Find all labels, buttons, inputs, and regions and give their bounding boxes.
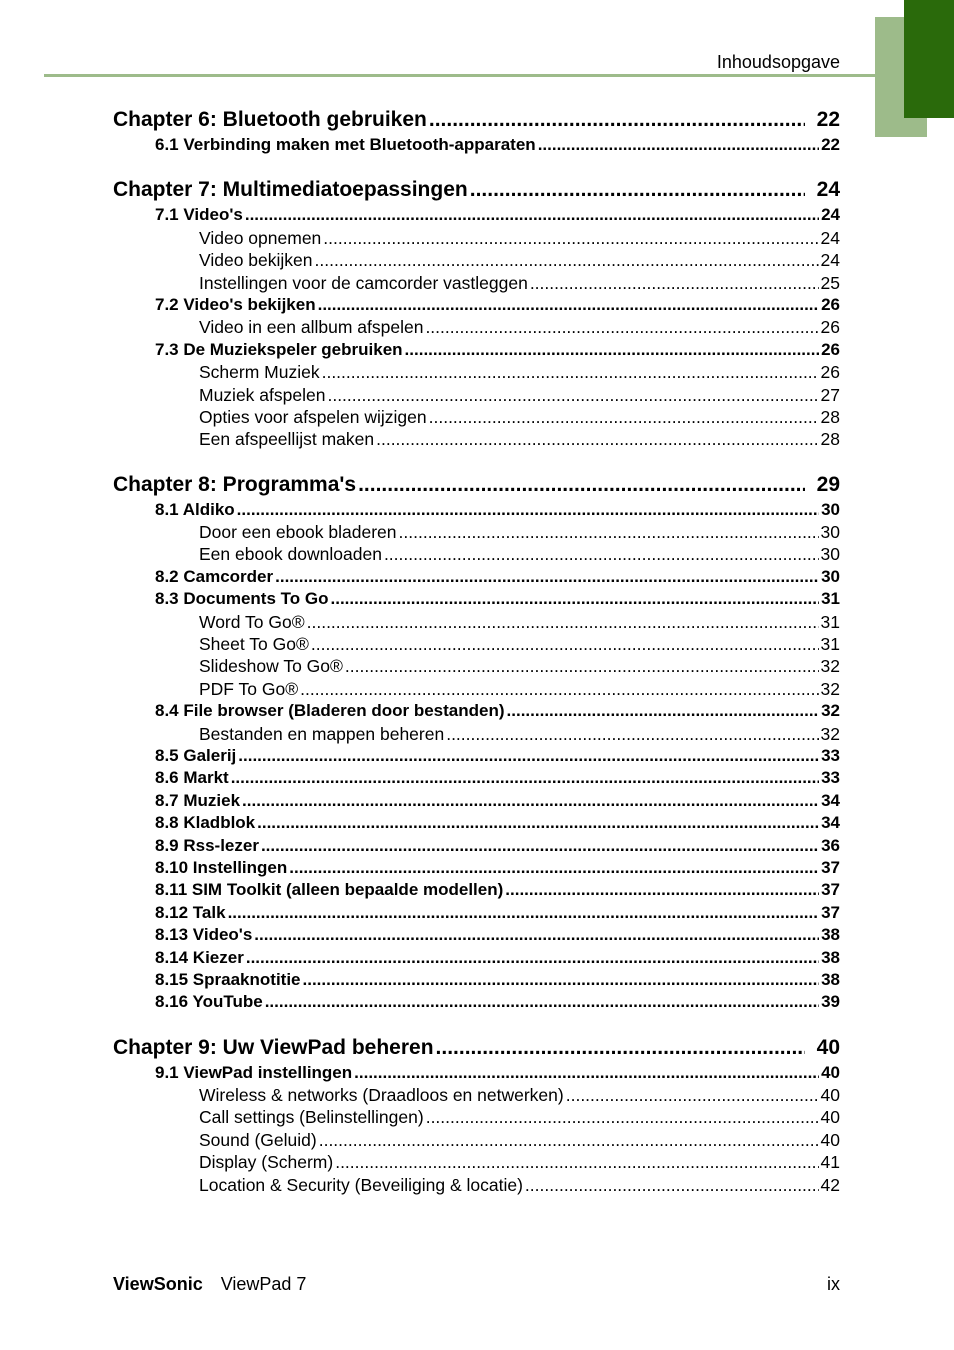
toc-leader-dots <box>237 499 819 521</box>
toc-entry-label: 8.15 Spraaknotitie <box>155 969 301 989</box>
toc-entry-label: 8.3 Documents To Go <box>155 589 329 609</box>
toc-entry-page: 37 <box>821 902 840 922</box>
toc-entry-label: Slideshow To Go® <box>199 656 343 677</box>
toc-entry-page: 24 <box>821 205 840 225</box>
toc-leader-dots <box>507 700 820 722</box>
toc-leader-dots <box>261 835 819 857</box>
toc-entry-page: 24 <box>820 227 840 248</box>
toc-entry-sub[interactable] <box>113 227 840 249</box>
toc-entry-label: Wireless & networks (Draadloos en netwerken) <box>199 1085 564 1106</box>
toc-entry-label: PDF To Go® <box>199 678 299 699</box>
toc-leader-dots <box>319 1129 819 1151</box>
page-footer <box>113 1274 840 1295</box>
toc-entry-section[interactable] <box>113 969 840 991</box>
toc-entry-page: 38 <box>821 925 840 945</box>
toc-entry-label: Display (Scherm) <box>199 1152 334 1173</box>
toc-entry-page: 26 <box>821 294 840 314</box>
toc-entry-chapter[interactable] <box>113 176 840 204</box>
toc-entry-sub[interactable] <box>113 678 840 700</box>
toc-entry-page: 30 <box>820 544 840 565</box>
toc-leader-dots <box>257 812 819 834</box>
toc-entry-label: 8.12 Talk <box>155 902 226 922</box>
toc-entry-page: 31 <box>821 589 840 609</box>
toc-leader-dots <box>238 745 819 767</box>
toc-entry-label: Video in een allbum afspelen <box>199 317 424 338</box>
toc-entry-label: 8.14 Kiezer <box>155 947 244 967</box>
toc-leader-dots <box>426 1106 819 1128</box>
toc-leader-dots <box>429 106 805 134</box>
footer-page-number: ix <box>827 1274 840 1294</box>
toc-entry-page: 24 <box>820 250 840 271</box>
toc-leader-dots <box>315 249 819 271</box>
toc-entry-sub[interactable] <box>113 723 840 745</box>
toc-entry-page: 28 <box>820 406 840 427</box>
toc-leader-dots <box>318 294 819 316</box>
toc-leader-dots <box>429 406 819 428</box>
toc-leader-dots <box>345 655 819 677</box>
toc-leader-dots <box>505 879 819 901</box>
toc-entry-page: 32 <box>821 701 840 721</box>
toc-entry-label: Sound (Geluid) <box>199 1129 317 1150</box>
toc-entry-label: Video bekijken <box>199 250 313 271</box>
toc-entry-sub[interactable] <box>113 655 840 677</box>
toc-entry-page: 30 <box>821 566 840 586</box>
footer-product: ViewPad 7 <box>220 1274 307 1294</box>
toc-leader-dots <box>538 134 819 156</box>
toc-leader-dots <box>335 1151 818 1173</box>
toc-entry-page: 32 <box>820 723 840 744</box>
toc-entry-page: 40 <box>816 1035 840 1059</box>
toc-entry-section[interactable] <box>113 339 840 361</box>
page-header-title: Inhoudsopgave <box>716 52 840 72</box>
toc-entry-sub[interactable] <box>113 361 840 383</box>
toc-entry-label: Bestanden en mappen beheren <box>199 723 445 744</box>
toc-entry-section[interactable] <box>113 204 840 226</box>
toc-entry-page: 29 <box>816 472 840 496</box>
toc-entry-page: 38 <box>821 969 840 989</box>
toc-entry-page: 40 <box>821 1062 840 1082</box>
toc-leader-dots <box>228 902 820 924</box>
toc-entry-section[interactable] <box>113 700 840 722</box>
toc-leader-dots <box>323 227 818 249</box>
toc-leader-dots <box>254 924 819 946</box>
toc-entry-label: Een afspeellijst maken <box>199 429 375 450</box>
toc-entry-page: 32 <box>820 678 840 699</box>
toc-leader-dots <box>384 543 819 565</box>
toc-entry-label: 8.7 Muziek <box>155 790 241 810</box>
toc-entry-sub[interactable] <box>113 521 840 543</box>
toc-entry-page: 28 <box>820 429 840 450</box>
toc-entry-label: Instellingen voor de camcorder vastleggen <box>199 272 528 293</box>
toc-entry-section[interactable] <box>113 857 840 879</box>
toc-entry-label: Door een ebook bladeren <box>199 522 397 543</box>
toc-entry-page: 22 <box>821 135 840 154</box>
toc-entry-page: 26 <box>821 339 840 359</box>
toc-entry-page: 31 <box>820 634 840 655</box>
toc-leader-dots <box>322 361 819 383</box>
toc-entry-label: Chapter 6: Bluetooth gebruiken <box>113 108 427 131</box>
toc-entry-label: Een ebook downloaden <box>199 544 382 565</box>
toc-entry-label: 9.1 ViewPad instellingen <box>155 1062 353 1082</box>
toc-leader-dots <box>405 339 820 361</box>
toc-entry-chapter[interactable] <box>113 106 840 134</box>
toc-entry-page: 22 <box>816 108 840 131</box>
toc-entry-page: 37 <box>821 880 840 900</box>
toc-leader-dots <box>525 1174 819 1196</box>
toc-leader-dots <box>331 588 820 610</box>
toc-entry-section[interactable] <box>113 879 840 901</box>
toc-entry-label: Chapter 9: Uw ViewPad beheren <box>113 1035 434 1059</box>
toc-entry-page: 31 <box>820 611 840 632</box>
toc-leader-dots <box>327 384 818 406</box>
toc-entry-page: 33 <box>821 745 840 765</box>
toc-entry-label: 8.16 YouTube <box>155 992 263 1012</box>
toc-entry-page: 26 <box>820 362 840 383</box>
toc-leader-dots <box>303 969 820 991</box>
table-of-contents <box>113 106 840 1196</box>
toc-entry-label: 8.2 Camcorder <box>155 566 274 586</box>
toc-leader-dots <box>307 611 819 633</box>
toc-entry-sub[interactable] <box>113 316 840 338</box>
toc-entry-sub[interactable] <box>113 543 840 565</box>
toc-entry-section[interactable] <box>113 835 840 857</box>
toc-entry-page: 26 <box>820 317 840 338</box>
toc-leader-dots <box>246 947 819 969</box>
toc-leader-dots <box>358 471 805 499</box>
toc-entry-label: 8.5 Galerij <box>155 745 237 765</box>
toc-leader-dots <box>275 566 819 588</box>
header-divider <box>44 74 875 77</box>
corner-tab-dark <box>904 0 954 118</box>
toc-entry-section[interactable] <box>113 499 840 521</box>
toc-leader-dots <box>242 790 819 812</box>
toc-entry-sub[interactable] <box>113 1106 840 1128</box>
toc-entry-label: Muziek afspelen <box>199 384 326 405</box>
toc-entry-section[interactable] <box>113 790 840 812</box>
toc-leader-dots <box>231 767 819 789</box>
toc-entry-section[interactable] <box>113 924 840 946</box>
toc-entry-page: 30 <box>821 499 840 519</box>
toc-entry-label: Chapter 7: Multimediatoepassingen <box>113 178 468 202</box>
toc-leader-dots <box>300 678 818 700</box>
toc-entry-sub[interactable] <box>113 406 840 428</box>
toc-entry-sub[interactable] <box>113 384 840 406</box>
toc-entry-section[interactable] <box>113 588 840 610</box>
toc-entry-sub[interactable] <box>113 428 840 450</box>
toc-entry-sub[interactable] <box>113 1151 840 1173</box>
toc-entry-page: 38 <box>821 947 840 967</box>
toc-entry-label: Location & Security (Beveiliging & locatie) <box>199 1174 523 1195</box>
toc-entry-chapter[interactable] <box>113 1034 840 1062</box>
toc-entry-section[interactable] <box>113 566 840 588</box>
toc-entry-section[interactable] <box>113 767 840 789</box>
footer-brand: ViewSonic <box>113 1274 203 1294</box>
toc-entry-section[interactable] <box>113 294 840 316</box>
toc-entry-sub[interactable] <box>113 272 840 294</box>
toc-entry-section[interactable] <box>113 1062 840 1084</box>
toc-entry-page: 40 <box>820 1107 840 1128</box>
toc-entry-label: 8.1 Aldiko <box>155 499 235 519</box>
toc-entry-page: 42 <box>820 1174 840 1195</box>
toc-entry-label: 7.1 Video's <box>155 205 243 225</box>
toc-entry-label: 7.2 Video's bekijken <box>155 294 316 314</box>
toc-leader-dots <box>436 1034 805 1062</box>
toc-entry-sub[interactable] <box>113 1084 840 1106</box>
toc-entry-sub[interactable] <box>113 1174 840 1196</box>
toc-entry-label: Word To Go® <box>199 611 305 632</box>
toc-entry-label: 8.10 Instellingen <box>155 857 288 877</box>
toc-leader-dots <box>566 1084 819 1106</box>
toc-entry-page: 36 <box>821 835 840 855</box>
toc-leader-dots <box>311 633 819 655</box>
toc-entry-label: 8.13 Video's <box>155 925 253 945</box>
toc-entry-sub[interactable] <box>113 1129 840 1151</box>
toc-entry-section[interactable] <box>113 991 840 1013</box>
toc-entry-page: 34 <box>821 790 840 810</box>
toc-entry-sub[interactable] <box>113 633 840 655</box>
toc-leader-dots <box>265 991 819 1013</box>
toc-entry-page: 27 <box>820 384 840 405</box>
toc-entry-sub[interactable] <box>113 611 840 633</box>
toc-leader-dots <box>530 272 819 294</box>
toc-entry-page: 24 <box>816 178 840 202</box>
toc-entry-label: Chapter 8: Programma's <box>113 472 357 496</box>
toc-entry-label: 8.9 Rss-lezer <box>155 835 259 855</box>
toc-leader-dots <box>376 428 818 450</box>
toc-entry-sub[interactable] <box>113 249 840 271</box>
toc-entry-label: Scherm Muziek <box>199 362 320 383</box>
toc-entry-label: 8.6 Markt <box>155 768 229 788</box>
toc-entry-label: 7.3 De Muziekspeler gebruiken <box>155 339 403 359</box>
toc-leader-dots <box>354 1062 819 1084</box>
toc-entry-chapter[interactable] <box>113 471 840 499</box>
toc-entry-label: Sheet To Go® <box>199 634 309 655</box>
toc-entry-page: 40 <box>820 1129 840 1150</box>
toc-entry-label: Opties voor afspelen wijzigen <box>199 406 427 427</box>
toc-leader-dots <box>470 176 805 204</box>
toc-entry-section[interactable] <box>113 812 840 834</box>
toc-leader-dots <box>399 521 819 543</box>
toc-leader-dots <box>289 857 819 879</box>
toc-entry-section[interactable] <box>113 947 840 969</box>
toc-entry-label: 8.11 SIM Toolkit (alleen bepaalde modellen) <box>155 880 504 900</box>
toc-leader-dots <box>425 316 818 338</box>
toc-entry-label: Call settings (Belinstellingen) <box>199 1107 424 1128</box>
toc-entry-page: 25 <box>820 272 840 293</box>
toc-entry-page: 32 <box>820 656 840 677</box>
toc-entry-page: 39 <box>821 992 840 1012</box>
toc-entry-label: 8.4 File browser (Bladeren door bestanden) <box>155 701 505 721</box>
toc-entry-section[interactable] <box>113 745 840 767</box>
toc-entry-label: 6.1 Verbinding maken met Bluetooth-apparaten <box>155 135 536 154</box>
toc-leader-dots <box>245 204 819 226</box>
toc-entry-page: 37 <box>821 857 840 877</box>
toc-entry-section[interactable] <box>113 134 840 156</box>
toc-entry-section[interactable] <box>113 902 840 924</box>
toc-entry-label: Video opnemen <box>199 227 322 248</box>
toc-entry-page: 40 <box>820 1085 840 1106</box>
toc-leader-dots <box>446 723 818 745</box>
toc-entry-page: 41 <box>820 1152 840 1173</box>
toc-entry-label: 8.8 Kladblok <box>155 813 256 833</box>
toc-entry-page: 30 <box>820 522 840 543</box>
toc-entry-page: 33 <box>821 768 840 788</box>
toc-entry-page: 34 <box>821 813 840 833</box>
